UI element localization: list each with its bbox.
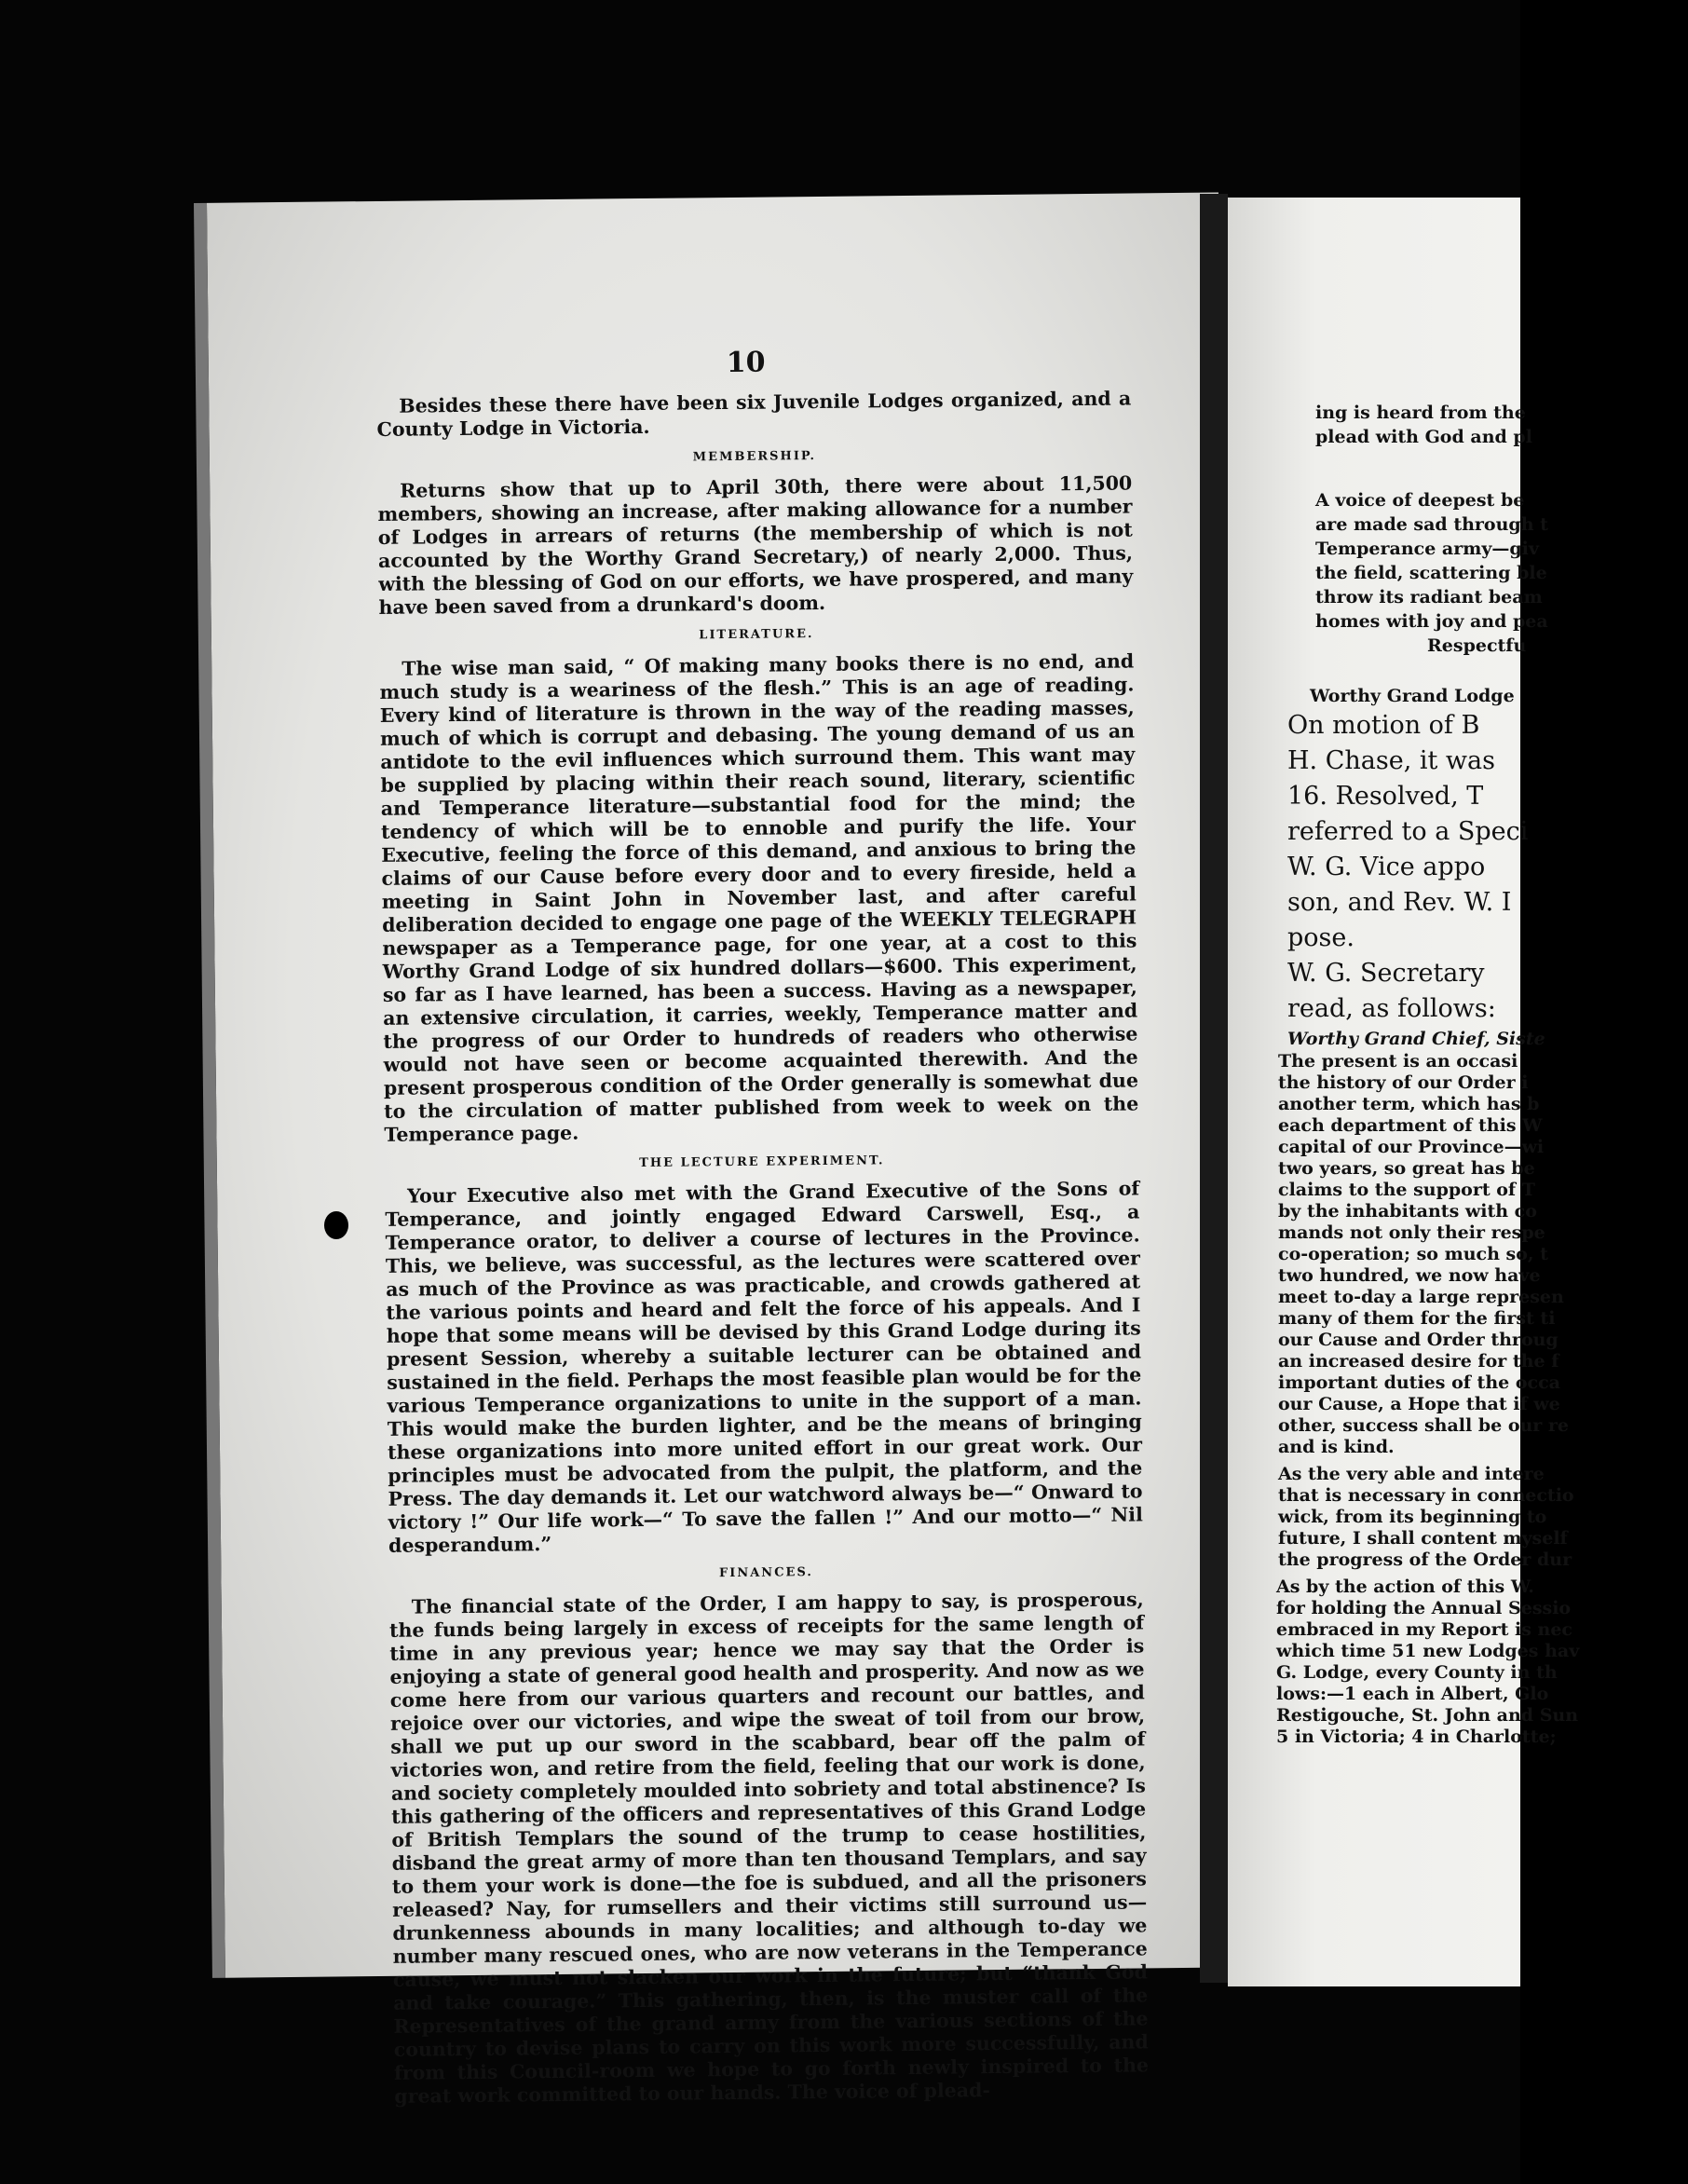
book-gutter — [1200, 194, 1228, 1983]
right-line: are made sad through t — [1315, 514, 1548, 535]
right-line: homes with joy and pea — [1315, 611, 1548, 632]
right-line: embraced in my Report is nec — [1276, 1619, 1572, 1640]
right-line: pose. — [1287, 923, 1354, 952]
right-line: G. Lodge, every County in th — [1276, 1662, 1558, 1683]
right-line: Worthy Grand Chief, Siste — [1287, 1029, 1545, 1049]
right-line: the history of our Order i — [1278, 1072, 1529, 1093]
right-line: for holding the Annual Sessio — [1276, 1598, 1572, 1618]
section-text-literature: The wise man said, “ Of making many books there is no end, and much study is a weariness of the flesh.” This is an age of reading. Every kind of literature is thrown in the way of the reading masses, much of which is corrupt and debasing. The young demand of us an antidote to the evil influences which surround them. This want may be supplied by placing within their reach sound, literary, scientific and Temperance literature—substantial food for the mind; the tendency of which will be to ennoble and purify the life. Your Executive, feeling the force of this demand, and anxious to bring the claims of our Cause before every door and to every fireside, held a meeting in Saint John in November last, and after careful deliberation decided to engage one page of the WEEKLY TELEGRAPH newspaper as a Temperance page, for one year, at a cost to this Worthy Grand Lodge of six hundred dollars—$600. This experiment, so far as I have learned, has been a success. Having as a newspaper, an extensive circulation, it carries, weekly, Temperance matter and the progress of our Order to hundreds of readers who otherwise would not have seen or become acquainted therewith. And the present prosperous condition of the Order generally is somewhat due to the circulation of matter published from week to week on the Temperance page. — [379, 649, 1139, 1146]
right-line: meet to-day a large represen — [1278, 1287, 1564, 1307]
right-line: our Cause, a Hope that if we — [1278, 1394, 1560, 1414]
right-line: capital of our Province—wi — [1278, 1137, 1545, 1157]
right-line: On motion of B — [1287, 711, 1480, 740]
right-line: each department of this W — [1278, 1115, 1543, 1136]
right-line: plead with God and pl — [1315, 427, 1532, 447]
right-line: W. G. Vice appo — [1287, 853, 1486, 881]
right-line: many of them for the first ti — [1278, 1308, 1556, 1329]
intro-paragraph: Besides these there have been six Juvenile Lodges organized, and a County Lodge in Victoria. — [376, 387, 1132, 441]
right-line: wick, from its beginning to — [1278, 1507, 1547, 1527]
right-line: Temperance army—giv — [1315, 539, 1539, 559]
right-line: an increased desire for the f — [1278, 1351, 1559, 1372]
right-line: other, success shall be our re — [1278, 1415, 1570, 1436]
right-line: and is kind. — [1278, 1437, 1395, 1457]
right-line: claims to the support of T — [1278, 1180, 1535, 1200]
right-line: throw its radiant beam — [1315, 587, 1543, 607]
section-heading-lecture: THE LECTURE EXPERIMENT. — [639, 1153, 885, 1171]
right-line: the field, scattering ble — [1315, 563, 1547, 583]
right-column-text — [1276, 401, 1688, 1748]
left-page — [194, 192, 1237, 2108]
right-line: our Cause and Order throug — [1278, 1330, 1559, 1350]
right-line: important duties of the occa — [1278, 1372, 1560, 1393]
section-text-finances: The financial state of the Order, I am happy to say, is prosperous, the funds being largely in excess of receipts for the same length of time in any previous year; hence we may say that the Order is enjoying a state of general good health and prosperity. And now as we come here from our various quarters and recount our battles, and rejoice over our victories, and wipe the sweat of toil from our brow, shall we put up our sword in the scabbard, bear off the palm of victories won, and retire from the field, feeling that our work is done, and society completely moulded into sobriety and total abstinence? Is this gathering of the officers and representatives of this Grand Lodge of British Templars the sound of the trump to cease hostilities, disband the great army of more than ten thousand Templars, and say to them your work is done—the foe is subdued, and all the prisoners released? Nay, for rumsellers and their victims still surround us—drunkenness abounds in many localities; and although to-day we number many rescued ones, who are now veterans in the Temperance cause, we must not slacken our work in the future; but “thank God and take courage.” This gathering, then, is the muster call of the Representatives of the grand army from the various sections of the country to devise plans to carry on this work more successfully, and from this Council-room we hope to go forth newly inspired to the great work committed to our hands. The voice of plead- — [388, 1588, 1150, 2108]
right-line: that is necessary in connectio — [1278, 1485, 1574, 1506]
right-line: by the inhabitants with co — [1278, 1201, 1537, 1222]
section-heading-finances: FINANCES. — [718, 1565, 813, 1581]
right-line: future, I shall content myself — [1278, 1528, 1568, 1549]
right-line: Worthy Grand Lodge — [1310, 686, 1515, 706]
right-line: two hundred, we now have — [1278, 1265, 1541, 1286]
left-column-text — [376, 387, 1149, 2108]
right-line: mands not only their respe — [1278, 1222, 1545, 1243]
right-line: As by the action of this W. — [1276, 1577, 1534, 1597]
right-line: two years, so great has be — [1278, 1158, 1535, 1179]
right-line: As the very able and intere — [1278, 1464, 1545, 1484]
right-page — [1228, 198, 1580, 1986]
right-line: another term, which has b — [1278, 1094, 1540, 1114]
right-line: which time 51 new Lodges hav — [1276, 1641, 1580, 1661]
section-text-membership: Returns show that up to April 30th, there were about 11,500 members, showing an increase, after making allowance for a number of Lodges in arrears of returns (the membership of which is not accounted by the Worthy Grand Secretary,) of nearly 2,000. Thus, with the blessing of God on our efforts, we have prospered, and many have been saved from a drunkard's doom. — [377, 471, 1134, 619]
right-line: The present is an occasi — [1278, 1051, 1518, 1072]
right-line: lows:—1 each in Albert, Glo — [1276, 1684, 1549, 1704]
section-text-lecture: Your Executive also met with the Grand Executive of the Sons of Temperance, and jointly engaged Edward Carswell, Esq., a Temperance orator, to deliver a course of lectures in the Province. This, we believe, was successful, as the lectures were scattered over as much of the Province as was practicable, and crowds gathered at the various points and heard and felt the force of his appeals. And I hope that some means will be devised by this Grand Lodge during its present Session, whereby a suitable lecturer can be obtained and sustained in the field. Perhaps the most feasible plan would be for the various Temperance organizations to unite in the support of a man. This would make the burden lighter, and be the means of bringing these organizations into more united effort in our great work. Our principles must be advocated from the pulpit, the platform, and the Press. The day demands it. Let our watchword always be—“ Onward to victory !” Our life work—“ To save the fallen !” And our motto—“ Nil desperandum.” — [385, 1177, 1143, 1557]
section-heading-membership: MEMBERSHIP. — [692, 449, 817, 465]
right-line: son, and Rev. W. I — [1287, 888, 1512, 917]
right-line: the progress of the Order dur — [1278, 1549, 1572, 1570]
page-number: 10 — [726, 346, 766, 380]
right-line: Respectfu — [1427, 635, 1527, 656]
section-heading-literature: LITERATURE. — [699, 627, 814, 643]
right-line: co-operation; so much so, t — [1278, 1244, 1548, 1264]
right-line: read, as follows: — [1287, 994, 1496, 1023]
right-line: ing is heard from the — [1315, 403, 1526, 423]
right-line: 5 in Victoria; 4 in Charlotte; — [1276, 1727, 1557, 1747]
right-line: W. G. Secretary — [1287, 959, 1485, 988]
ink-blot — [324, 1211, 348, 1239]
right-line: Restigouche, St. John and Sun — [1276, 1705, 1579, 1726]
right-line: referred to a Speci — [1287, 817, 1529, 846]
right-line: H. Chase, it was — [1287, 746, 1495, 775]
right-line: 16. Resolved, T — [1287, 782, 1484, 811]
right-line: A voice of deepest be — [1315, 490, 1525, 511]
